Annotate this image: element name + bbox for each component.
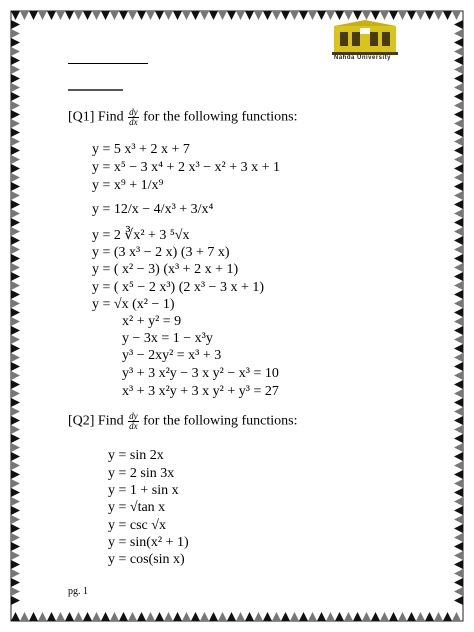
q1-equation-14: x³ + 3 x²y + 3 x y² + y³ = 27	[122, 384, 279, 399]
q2-equation-7: y = cos(sin x)	[108, 552, 185, 567]
q1-equation-11: y − 3x = 1 − x³y	[122, 331, 213, 346]
q1-equation-9: y = √x (x² − 1)	[92, 297, 175, 312]
q2-heading	[68, 412, 298, 431]
q1-equation-4: y = 12/x − 4/x³ + 3/x⁴	[92, 202, 214, 217]
q1-equation-8: y = ( x⁵ − 2 x³) (2 x³ − 3 x + 1)	[92, 280, 265, 295]
q1-suffix: for the following functions:	[143, 109, 298, 125]
q2-equation-5: y = csc √x	[108, 518, 166, 533]
q2-equation-1: y = sin 2x	[108, 448, 164, 463]
header-rule-thick	[68, 89, 123, 91]
q1-equation-1: y = 5 x³ + 2 x + 7	[92, 142, 190, 157]
q2-equation-3: y = 1 + sin x	[108, 483, 179, 498]
q1-equation-7: y = ( x² − 3) (x³ + 2 x + 1)	[92, 262, 239, 277]
q1-equation-5: y = 2 ∛x² + 3 ⁵√x	[92, 228, 190, 243]
q2-equation-6: y = sin(x² + 1)	[108, 535, 189, 550]
header-rule	[68, 63, 148, 64]
q2-equation-4: y = √tan x	[108, 500, 166, 515]
q2-equation-2: y = 2 sin 3x	[108, 466, 175, 481]
q1-derivative: $\frac{dy}{dx}$	[129, 107, 138, 127]
q1-equation-13: y³ + 3 x²y − 3 x y² − x³ = 10	[122, 366, 279, 381]
q1-equation-6: y = (3 x³ − 2 x) (3 + 7 x)	[92, 245, 230, 260]
q1-prefix: [Q1] Find	[68, 109, 124, 125]
q1-heading	[68, 108, 298, 127]
logo-caption: Nahda University	[334, 55, 392, 61]
q2-prefix: [Q2] Find	[68, 413, 124, 429]
q2-suffix: for the following functions:	[143, 413, 298, 429]
q1-equation-12: y³ − 2xy² = x³ + 3	[122, 348, 222, 363]
q1-equation-3: y = x⁹ + 1/x⁹	[92, 178, 164, 193]
q1-equation-10: x² + y² = 9	[122, 314, 182, 329]
page-number: pg. 1	[68, 586, 88, 597]
q1-equation-2: y = x⁵ − 3 x⁴ + 2 x³ − x² + 3 x + 1	[92, 160, 281, 175]
q2-derivative: $\frac{dy}{dx}$	[129, 411, 138, 431]
